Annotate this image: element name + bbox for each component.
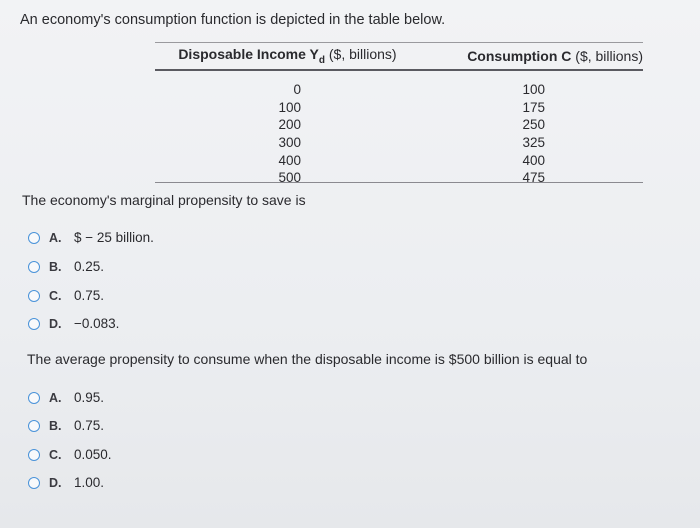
radio-button[interactable] (28, 477, 40, 489)
q2-option-a[interactable] (28, 390, 104, 405)
consumption-cell: 100 (522, 81, 545, 97)
option-text: $ − 25 billion. (74, 230, 154, 245)
income-cell: 0 (293, 81, 301, 97)
income-cell: 100 (278, 99, 301, 115)
option-text: 0.25. (74, 259, 105, 274)
consumption-table (155, 42, 643, 186)
option-letter: D. (49, 475, 62, 490)
option-letter: C. (49, 288, 62, 303)
consumption-cell: 175 (522, 99, 545, 115)
option-letter: D. (49, 316, 62, 331)
option-letter: C. (49, 447, 62, 462)
radio-button[interactable] (28, 232, 40, 244)
consumption-cell: 325 (522, 134, 545, 150)
radio-button[interactable] (28, 290, 40, 302)
table-row (155, 126, 643, 150)
option-text: 0.050. (74, 447, 112, 462)
radio-button[interactable] (28, 420, 40, 432)
option-text: 0.95. (74, 390, 105, 405)
option-letter: A. (49, 390, 62, 405)
table-row (155, 161, 643, 186)
table-row (155, 73, 643, 97)
q1-option-d[interactable] (28, 316, 119, 331)
header-income-units: ($, billions) (325, 46, 397, 63)
q1-option-c[interactable] (28, 288, 104, 303)
radio-button[interactable] (28, 449, 40, 461)
q1-option-a[interactable] (28, 230, 154, 245)
header-consumption (418, 48, 643, 64)
header-consumption-units: ($, billions) (571, 48, 643, 64)
radio-button[interactable] (28, 261, 40, 273)
option-text: 1.00. (74, 475, 105, 490)
option-text: 0.75. (74, 288, 105, 303)
table-row (155, 91, 643, 115)
table-header (155, 43, 643, 69)
question-apc: The average propensity to consume when the disposable income is $500 billion is equal to (27, 351, 588, 367)
q1-option-b[interactable] (28, 259, 104, 274)
header-income-subscript: d (318, 54, 325, 66)
q2-option-c[interactable] (28, 447, 112, 462)
option-letter: B. (49, 259, 62, 274)
q2-option-b[interactable] (28, 418, 104, 433)
consumption-cell: 475 (522, 170, 545, 186)
radio-button[interactable] (28, 392, 40, 404)
header-consumption-label: Consumption C (467, 48, 572, 64)
income-cell: 500 (278, 170, 301, 186)
consumption-cell: 250 (522, 117, 545, 133)
consumption-cell: 400 (522, 152, 545, 168)
table-bottom-rule (155, 182, 643, 183)
radio-button[interactable] (28, 318, 40, 330)
income-cell: 300 (278, 134, 301, 150)
income-cell: 200 (278, 117, 301, 133)
header-disposable-income (155, 46, 418, 66)
option-letter: A. (49, 230, 62, 245)
option-text: 0.75. (74, 418, 105, 433)
table-row (155, 144, 643, 168)
table-body (155, 71, 643, 186)
question-mps: The economy's marginal propensity to save is (22, 192, 306, 208)
intro-text: An economy's consumption function is depicted in the table below. (20, 12, 446, 28)
q2-option-d[interactable] (28, 475, 104, 490)
option-text: −0.083. (74, 316, 120, 331)
table-row (155, 108, 643, 133)
option-letter: B. (49, 418, 62, 433)
header-income-label: Disposable Income Y (178, 46, 319, 63)
income-cell: 400 (278, 152, 301, 168)
